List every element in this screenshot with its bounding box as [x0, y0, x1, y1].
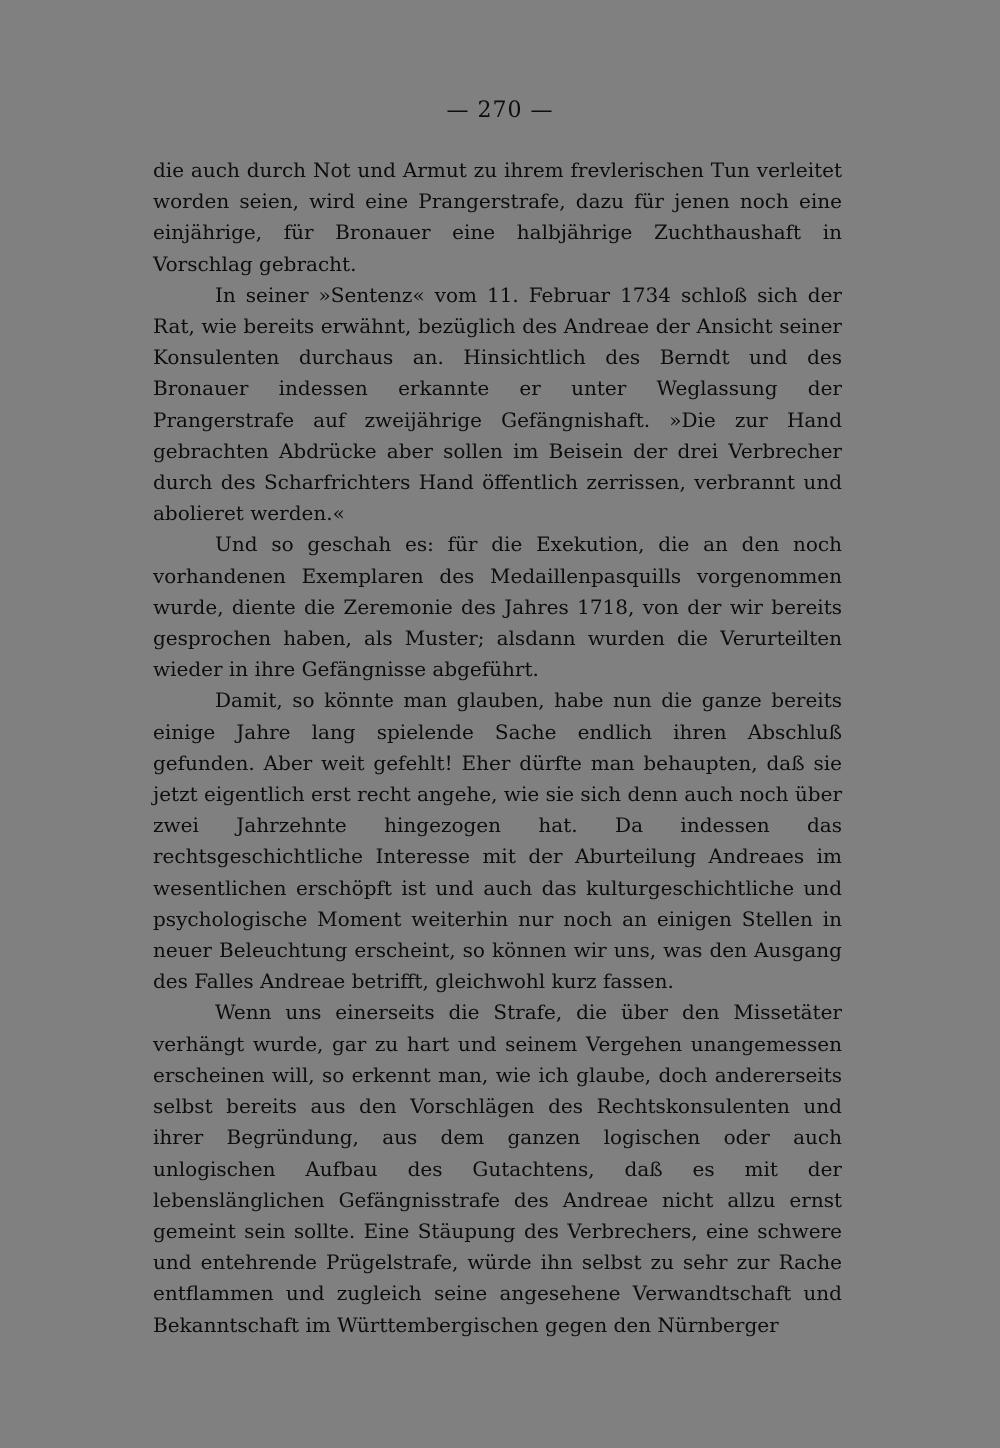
paragraph-4: Damit, so könnte man glauben, habe nun die ganze bereits einige Jahre lang spielende Sache endlich ihren Abschluß gefunden. Aber weit gefehlt! Eher dürfte man behaupten, daß sie jetzt eigentlich erst recht angehe, wie sie sich denn auch noch über zwei Jahrzehnte hingezogen hat. Da indessen das rechtsgeschichtliche Interesse mit der Aburteilung Andreaes im wesentlichen erschöpft ist und auch das kulturgeschichtliche und psychologische Moment weiterhin nur noch an einigen Stellen in neuer Beleuchtung erscheint, so können wir uns, was den Ausgang des Falles Andreae betrifft, gleichwohl kurz fassen. [153, 688, 842, 994]
paragraph-3: Und so geschah es: für die Exekution, die an den noch vorhandenen Exemplaren des Medaillenpasquills vorgenommen wurde, diente die Zeremonie des Jahres 1718, von der wir bereits gesprochen haben, als Muster; alsdann wurden die Verurteilten wieder in ihre Gefängnisse abgeführt. [153, 532, 842, 682]
paragraph-1: die auch durch Not und Armut zu ihrem frevlerischen Tun verleitet worden seien, wird eine Prangerstrafe, dazu für jenen noch eine einjährige, für Bronauer eine halbjährige Zuchthaushaft in Vorschlag gebracht. [153, 158, 842, 276]
paragraph-5: Wenn uns einerseits die Strafe, die über den Missetäter verhängt wurde, gar zu hart und seinem Vergehen unangemessen erscheinen will, so erkennt man, wie ich glaube, doch andererseits selbst bereits aus den Vorschlägen des Rechtskonsulenten und ihrer Begründung, aus dem ganzen logischen oder auch unlogischen Aufbau des Gutachtens, daß es mit der lebenslänglichen Gefängnisstrafe des Andreae nicht allzu ernst gemeint sein sollte. Eine Stäupung des Verbrechers, eine schwere und entehrende Prügelstrafe, würde ihn selbst zu sehr zur Rache entflammen und zugleich seine angesehene Verwandtschaft und Bekanntschaft im Württembergischen gegen den Nürnberger [153, 1000, 842, 1337]
body-text [153, 155, 842, 1341]
paragraph-2: In seiner »Sentenz« vom 11. Februar 1734 schloß sich der Rat, wie bereits erwähnt, bezüglich des Andreae der Ansicht seiner Konsulenten durchaus an. Hinsichtlich des Berndt und des Bronauer indessen erkannte er unter Weglassung der Prangerstrafe auf zweijährige Gefängnishaft. »Die zur Hand gebrachten Abdrücke aber sollen im Beisein der drei Verbrecher durch des Scharfrichters Hand öffentlich zerrissen, verbrannt und abolieret werden.« [153, 282, 842, 526]
page-number: — 270 — [446, 98, 554, 123]
